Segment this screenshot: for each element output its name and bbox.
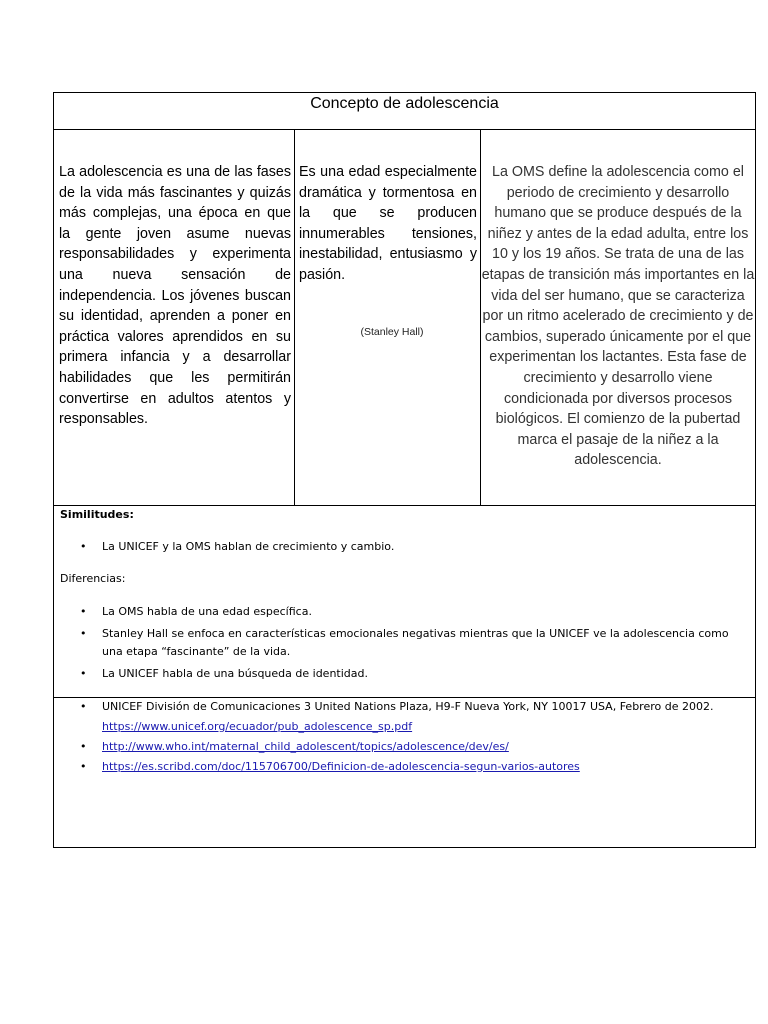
unicef-definition-cell	[54, 130, 294, 505]
hall-definition-cell	[294, 130, 481, 505]
who-reference-link[interactable]: http://www.who.int/maternal_child_adolescent/topics/adolescence/dev/es/	[102, 740, 509, 753]
oms-definition-text: La OMS define la adolescencia como el periodo de crecimiento y desarrollo humano que se produce después de la niñez y antes de la edad adulta, entre los 10 y los 19 años. Se trata de una de las etapas de transición más importantes en la vida del ser humano, que se caracteriza por un ritmo acelerado de crecimiento y de cambios, superado únicamente por el que experimentan los lactantes. Esta fase de crecimiento y desarrollo viene condicionada por diversos procesos biológicos. El comienzo de la pubertad marca el pasaje de la niñez a la adolescencia.	[481, 164, 755, 469]
similitudes-list	[54, 538, 755, 557]
references-list	[54, 697, 755, 777]
comparison-section	[54, 505, 755, 698]
diferencias-list	[54, 603, 755, 683]
unicef-reference-link[interactable]: https://www.unicef.org/ecuador/pub_adolescence_sp.pdf	[102, 720, 413, 733]
list-item: • Stanley Hall se enfoca en características emocionales negativas mientras que la UNICEF ve la adolescencia como una etapa “fascinante” de la vida.	[54, 625, 755, 662]
concept-table	[53, 92, 756, 848]
reference-item-who	[54, 737, 755, 757]
table-title: Concepto de adolescencia	[54, 93, 755, 130]
list-item: • La UNICEF y la OMS hablan de crecimiento y cambio.	[54, 538, 755, 557]
reference-item-unicef	[54, 697, 755, 737]
diferencias-heading: Diferencias:	[60, 572, 126, 585]
list-item: • La OMS habla de una edad específica.	[54, 603, 755, 622]
hall-citation: (Stanley Hall)	[360, 325, 424, 338]
unicef-reference-text: UNICEF División de Comunicaciones 3 United Nations Plaza, H9-F Nueva York, NY 10017 USA, Febrero de 2002.	[102, 700, 714, 713]
oms-definition-cell	[481, 130, 757, 505]
unicef-definition-text: La adolescencia es una de las fases de la vida más fascinantes y quizás más complejas, una época en que la gente joven asume nuevas responsabilidades y experimenta una nueva sensación de independencia. Los jóvenes buscan su identidad, aprenden a poner en práctica valores aprendidos en su primera infancia y a desarrollar habilidades que les permitirán convertirse en adultos atentos y responsables.	[59, 164, 291, 428]
hall-definition-text: Es una edad especialmente dramática y tormentosa en la que se producen innumerables tensiones, inestabilidad, entusiasmo y pasión.	[299, 164, 477, 283]
list-item: • La UNICEF habla de una búsqueda de identidad.	[54, 665, 755, 684]
similitudes-heading: Similitudes:	[60, 508, 134, 521]
reference-item-scribd	[54, 757, 755, 777]
references-section	[54, 698, 755, 848]
scribd-reference-link[interactable]: https://es.scribd.com/doc/115706700/Definicion-de-adolescencia-segun-varios-autores	[102, 760, 580, 773]
